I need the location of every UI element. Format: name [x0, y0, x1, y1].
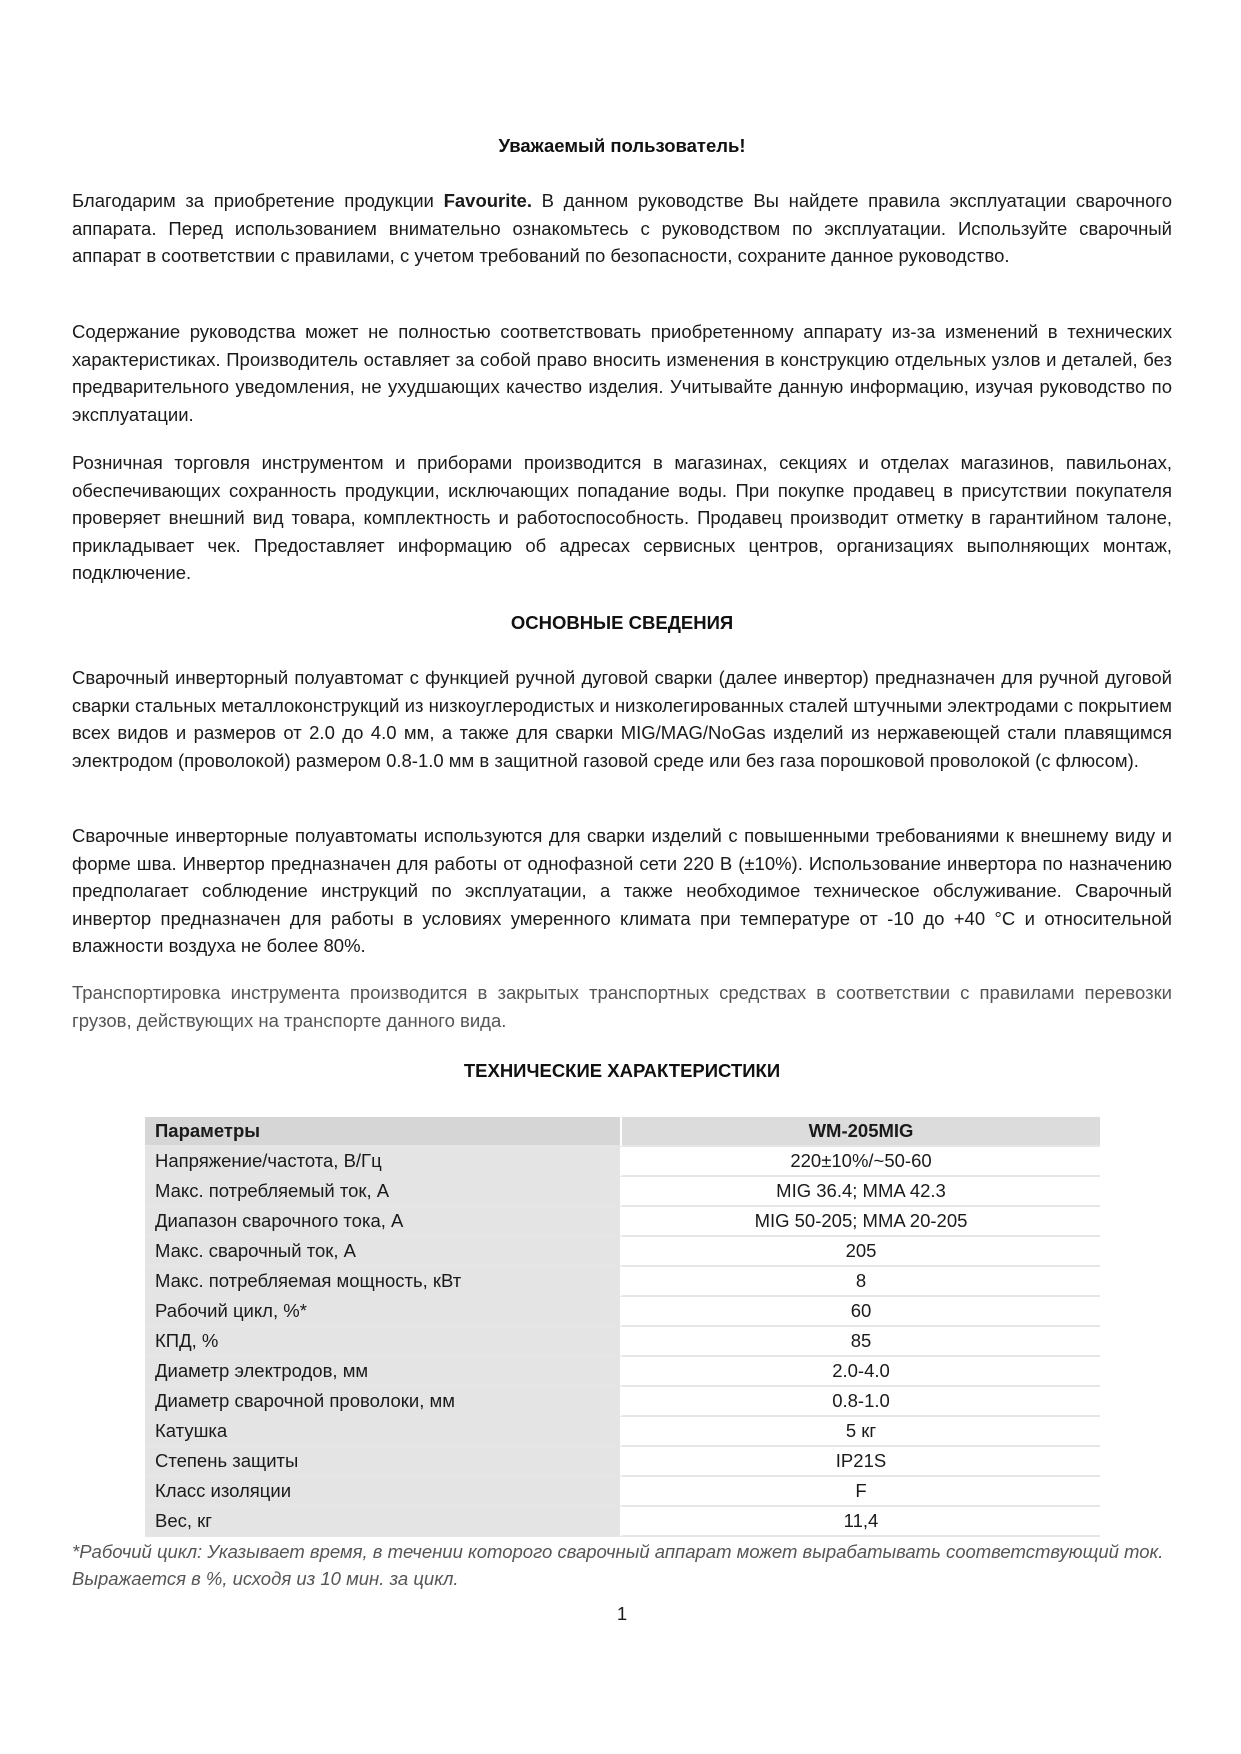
table-row — [145, 1297, 1100, 1327]
specs-heading: ТЕХНИЧЕСКИЕ ХАРАКТЕРИСТИКИ — [463, 1060, 781, 1081]
specs-table — [145, 1117, 1100, 1537]
value-cell: 5 кг — [622, 1417, 1100, 1447]
parameter-cell: Степень защиты — [145, 1447, 622, 1477]
table-row — [145, 1357, 1100, 1387]
value-cell: MIG 50-205; MMA 20-205 — [622, 1207, 1100, 1237]
table-row — [145, 1507, 1100, 1537]
basics-heading: ОСНОВНЫЕ СВЕДЕНИЯ — [510, 612, 734, 633]
parameter-cell: КПД, % — [145, 1327, 622, 1357]
value-cell: 85 — [622, 1327, 1100, 1357]
parameter-cell: Макс. сварочный ток, А — [145, 1237, 622, 1267]
duty-cycle-footnote: *Рабочий цикл: Указывает время, в течении которого сварочный аппарат может вырабатывать соответствующий ток. Выражается в %, исходя из 10 мин. за цикл. — [72, 1541, 1164, 1589]
header-model: WM-205MIG — [622, 1117, 1100, 1147]
table-row — [145, 1237, 1100, 1267]
parameter-cell: Макс. потребляемый ток, А — [145, 1177, 622, 1207]
basics-paragraph-1: Сварочный инверторный полуавтомат с функцией ручной дуговой сварки (далее инвертор) предназначен для ручной дуговой сварки стальных металлоконструкций из низкоуглеродистых и низколегированных сталей штучными электродами с покрытием всех видов и размеров от 2.0 до 4.0 мм, а также для сварки MIG/MAG/NoGas изделий из нержавеющей стали плавящимся электродом (проволокой) размером 0.8-1.0 мм в защитной газовой среде или без газа порошковой проволокой (с флюсом). — [72, 667, 1172, 771]
header-parameters: Параметры — [145, 1117, 622, 1147]
table-row — [145, 1327, 1100, 1357]
value-cell: 11,4 — [622, 1507, 1100, 1537]
parameter-cell: Напряжение/частота, В/Гц — [145, 1147, 622, 1177]
table-row — [145, 1447, 1100, 1477]
greeting-heading: Уважаемый пользователь! — [498, 135, 746, 156]
intro-paragraph-3: Розничная торговля инструментом и приборами производится в магазинах, секциях и отделах магазинов, павильонах, обеспечивающих сохранность продукции, исключающих попадание воды. При покупке продавец в присутствии покупателя проверяет внешний вид товара, комплектность и работоспособность. Продавец производит отметку в гарантийном талоне, прикладывает чек. Предоставляет информацию об адресах сервисных центров, организациях выполняющих монтаж, подключение. — [72, 452, 1172, 583]
value-cell: 0.8-1.0 — [622, 1387, 1100, 1417]
intro-paragraph-2: Содержание руководства может не полностью соответствовать приобретенному аппарату из-за изменений в технических характеристиках. Производитель оставляет за собой право вносить изменения в конструкцию отдельных узлов и деталей, без предварительного уведомления, не ухудшающих качество изделия. Учитывайте данную информацию, изучая руководство по эксплуатации. — [72, 321, 1172, 425]
parameter-cell: Класс изоляции — [145, 1477, 622, 1507]
specs-table-header — [145, 1117, 1100, 1147]
parameter-cell: Рабочий цикл, %* — [145, 1297, 622, 1327]
table-row — [145, 1147, 1100, 1177]
value-cell: 8 — [622, 1267, 1100, 1297]
parameter-cell: Макс. потребляемая мощность, кВт — [145, 1267, 622, 1297]
table-row — [145, 1477, 1100, 1507]
parameter-cell: Диаметр сварочной проволоки, мм — [145, 1387, 622, 1417]
table-row — [145, 1177, 1100, 1207]
value-cell: IP21S — [622, 1447, 1100, 1477]
parameter-cell: Катушка — [145, 1417, 622, 1447]
value-cell: F — [622, 1477, 1100, 1507]
intro-p1-start: Благодарим за приобретение продукции — [72, 190, 444, 211]
transport-paragraph: Транспортировка инструмента производится в закрытых транспортных средствах в соответствии с правилами перевозки грузов, действующих на транспорте данного вида. — [72, 982, 1172, 1031]
value-cell: 220±10%/~50-60 — [622, 1147, 1100, 1177]
intro-paragraph-1 — [72, 187, 1172, 270]
brand-name: Favourite. — [443, 190, 532, 211]
intro-p1-rest: В данном руководстве Вы найдете правила эксплуатации сварочного аппарата. Перед использованием внимательно ознакомьтесь с руководством по эксплуатации. Используйте сварочный аппарат в соответствии с правилами, с учетом требований по безопасности, сохраните данное руководство. — [72, 190, 1172, 266]
table-row — [145, 1417, 1100, 1447]
value-cell: 60 — [622, 1297, 1100, 1327]
value-cell: 205 — [622, 1237, 1100, 1267]
basics-paragraph-2: Сварочные инверторные полуавтоматы используются для сварки изделий с повышенными требованиями к внешнему виду и форме шва. Инвертор предназначен для работы от однофазной сети 220 В (±10%). Использование инвертора по назначению предполагает соблюдение инструкций по эксплуатации, а также необходимое техническое обслуживание. Сварочный инвертор предназначен для работы в условиях умеренного климата при температуре от -10 до +40 °С и относительной влажности воздуха не более 80%. — [72, 825, 1172, 956]
parameter-cell: Диапазон сварочного тока, А — [145, 1207, 622, 1237]
table-row — [145, 1267, 1100, 1297]
page-number: 1 — [616, 1603, 628, 1624]
table-row — [145, 1387, 1100, 1417]
value-cell: MIG 36.4; MMA 42.3 — [622, 1177, 1100, 1207]
value-cell: 2.0-4.0 — [622, 1357, 1100, 1387]
parameter-cell: Вес, кг — [145, 1507, 622, 1537]
parameter-cell: Диаметр электродов, мм — [145, 1357, 622, 1387]
table-row — [145, 1207, 1100, 1237]
